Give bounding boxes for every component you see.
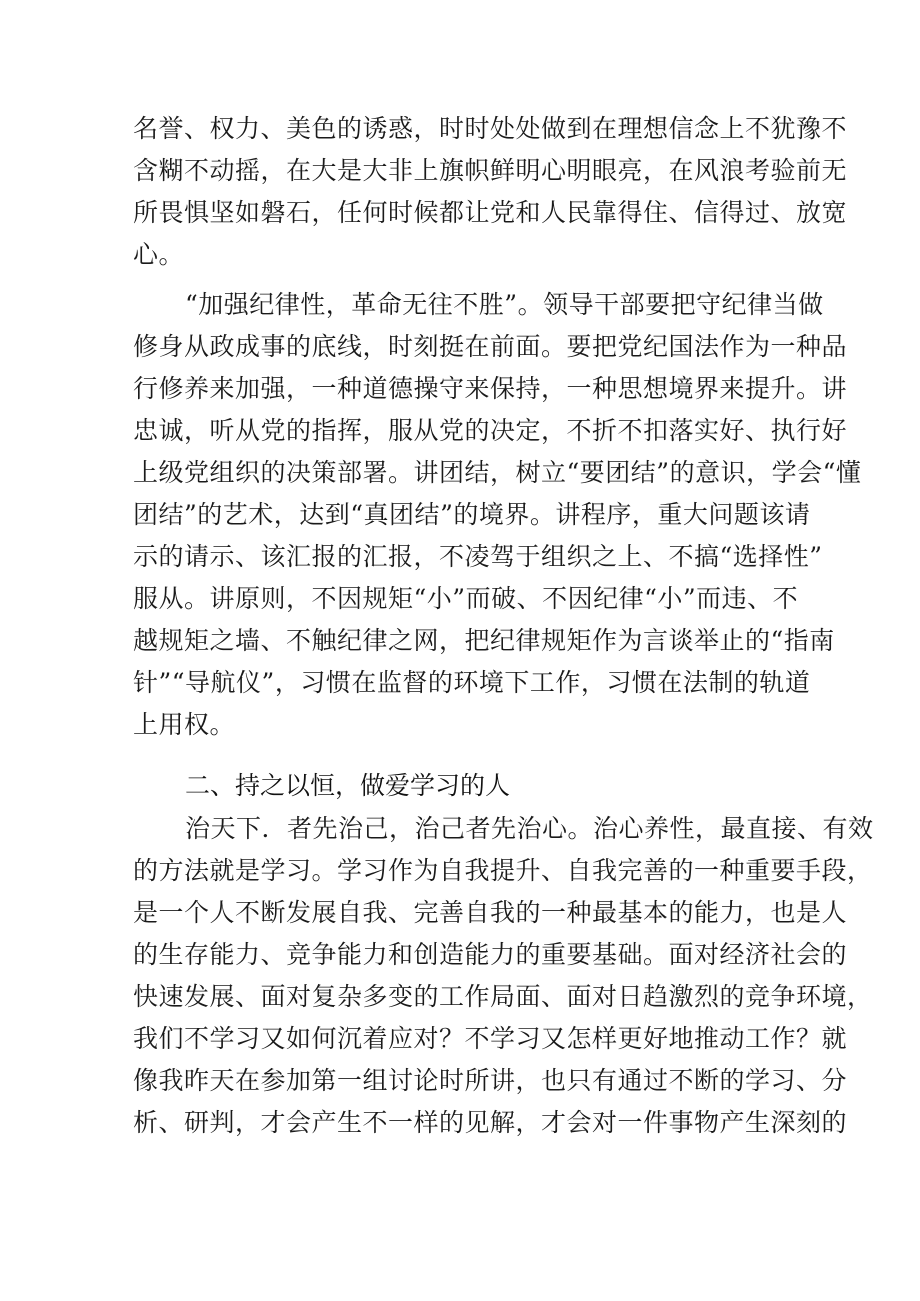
paragraph-line: 心。 — [133, 240, 185, 269]
paragraph-line: 行修养来加强，一种道德操守来保持，一种思想境界来提升。讲 — [133, 374, 848, 403]
paragraph-line: 上级党组织的决策部署。讲团结，树立“要团结”的意识，学会“懂 — [133, 458, 862, 487]
paragraph-line: 越规矩之墙、不触纪律之网，把纪律规矩作为言谈举止的“指南 — [133, 626, 835, 655]
paragraph-learning — [133, 808, 874, 1144]
paragraph-line: 名誉、权力、美色的诱惑，时时处处做到在理想信念上不犹豫不 — [133, 114, 848, 143]
paragraph-line: 快速发展、面对复杂多变的工作局面、面对日趋激烈的竞争环境， — [133, 982, 873, 1011]
paragraph-line: 针”“导航仪”，习惯在监督的环境下工作，习惯在法制的轨道 — [133, 668, 811, 697]
paragraph-line: 我们不学习又如何沉着应对？不学习又怎样更好地推动工作？就 — [133, 1024, 848, 1053]
paragraph-line: 是一个人不断发展自我、完善自我的一种最基本的能力，也是人 — [133, 898, 848, 927]
paragraph-line: 含糊不动摇，在大是大非上旗帜鲜明心明眼亮，在风浪考验前无 — [133, 156, 848, 185]
section-heading: 二、持之以恒，做爱学习的人 — [185, 771, 511, 800]
paragraph-line: 所畏惧坚如磐石，任何时候都让党和人民靠得住、信得过、放宽 — [133, 198, 848, 227]
paragraph-line: 治天下．者先治己，治己者先治心。治心养性，最直接、有效 — [185, 814, 874, 843]
paragraph-line: “加强纪律性，革命无往不胜”。领导干部要把守纪律当做 — [185, 290, 824, 319]
paragraph-line: 析、研判，才会产生不一样的见解，才会对一件事物产生深刻的 — [133, 1108, 848, 1137]
paragraph-line: 修身从政成事的底线，时刻挺在前面。要把党纪国法作为一种品 — [133, 332, 848, 361]
paragraph-line: 团结”的艺术，达到“真团结”的境界。讲程序，重大问题该请 — [133, 500, 811, 529]
paragraph-discipline — [133, 284, 862, 746]
paragraph-line: 忠诚，听从党的指挥，服从党的决定，不折不扣落实好、执行好 — [133, 416, 848, 445]
paragraph-line: 像我昨天在参加第一组讨论时所讲，也只有通过不断的学习、分 — [133, 1066, 848, 1095]
paragraph-line: 的方法就是学习。学习作为自我提升、自我完善的一种重要手段， — [133, 856, 873, 885]
paragraph-line: 的生存能力、竞争能力和创造能力的重要基础。面对经济社会的 — [133, 940, 848, 969]
paragraph-line: 上用权。 — [133, 710, 236, 739]
paragraph-line: 服从。讲原则，不因规矩“小”而破、不因纪律“小”而违、不 — [133, 584, 799, 613]
paragraph-loyalty-ending — [133, 108, 848, 276]
paragraph-line: 示的请示、该汇报的汇报，不凌驾于组织之上、不搞“选择性” — [133, 542, 823, 571]
